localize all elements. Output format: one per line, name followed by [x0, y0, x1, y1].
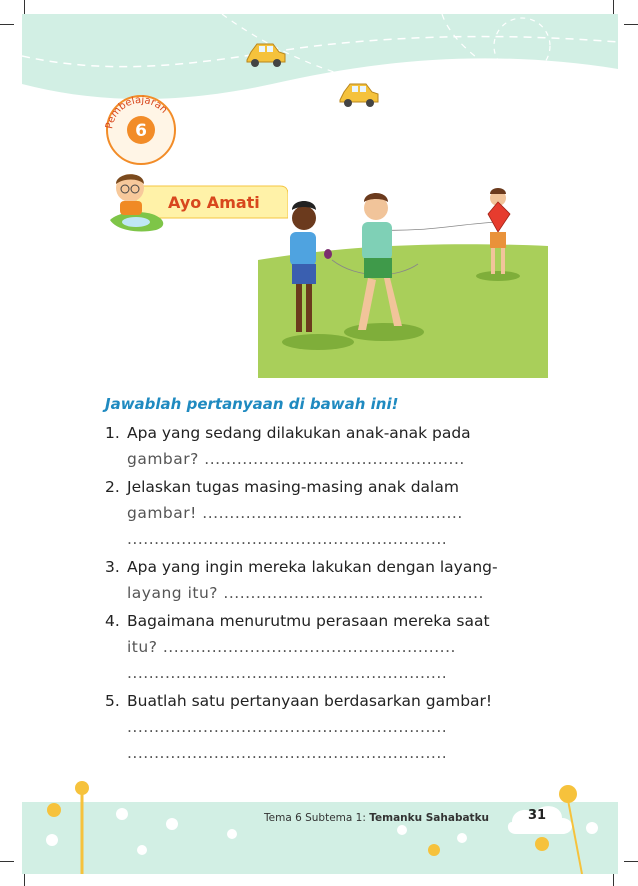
question-item [105, 474, 555, 552]
question-number: 3. [105, 558, 120, 576]
question-item [105, 420, 555, 472]
question-number: 5. [105, 692, 120, 710]
crop-mark [24, 872, 25, 886]
answer-line: ........................................................... [127, 744, 448, 762]
answer-line: ........................................................... [127, 718, 448, 736]
question-item [105, 608, 555, 686]
crop-mark [24, 0, 25, 14]
answer-line: layang itu? ................................................ [127, 584, 484, 602]
instruction-heading: Jawablah pertanyaan di bawah ini! [105, 395, 399, 413]
crop-mark [0, 24, 14, 25]
lesson-badge [102, 88, 180, 166]
question-text: Apa yang ingin mereka lakukan dengan layang- [127, 558, 498, 576]
question-number: 2. [105, 478, 120, 496]
answer-line: itu? ...................................................... [127, 638, 456, 656]
question-number: 4. [105, 612, 120, 630]
crop-mark [624, 24, 638, 25]
footer-decoration [22, 780, 618, 874]
question-item [105, 554, 555, 606]
section-title: Ayo Amati [168, 193, 260, 212]
question-text: Buatlah satu pertanyaan berdasarkan gambar! [127, 692, 493, 710]
crop-mark [613, 872, 614, 886]
page-number: 31 [528, 808, 547, 823]
kite-illustration [258, 180, 548, 378]
answer-line: ........................................................... [127, 664, 448, 682]
crop-mark [613, 0, 614, 14]
crop-mark [0, 861, 14, 862]
question-list [105, 420, 555, 768]
question-item [105, 688, 555, 766]
footer-caption [264, 812, 489, 824]
question-text: Jelaskan tugas masing-masing anak dalam [127, 478, 459, 496]
lesson-number: 6 [135, 121, 147, 141]
car-icon [243, 40, 289, 72]
question-number: 1. [105, 424, 120, 442]
answer-line: gambar? ................................................ [127, 450, 465, 468]
lesson-word: Pembelajaran [104, 94, 170, 130]
answer-line: ........................................................... [127, 530, 448, 548]
footer-theme: Tema 6 Subtema 1: [264, 812, 370, 824]
crop-mark [624, 861, 638, 862]
footer-subtitle: Temanku Sahabatku [369, 812, 490, 824]
answer-line: gambar! ................................................ [127, 504, 463, 522]
question-text: Bagaimana menurutmu perasaan mereka saat [127, 612, 490, 630]
question-text: Apa yang sedang dilakukan anak-anak pada [127, 424, 471, 442]
car-icon [336, 80, 382, 112]
